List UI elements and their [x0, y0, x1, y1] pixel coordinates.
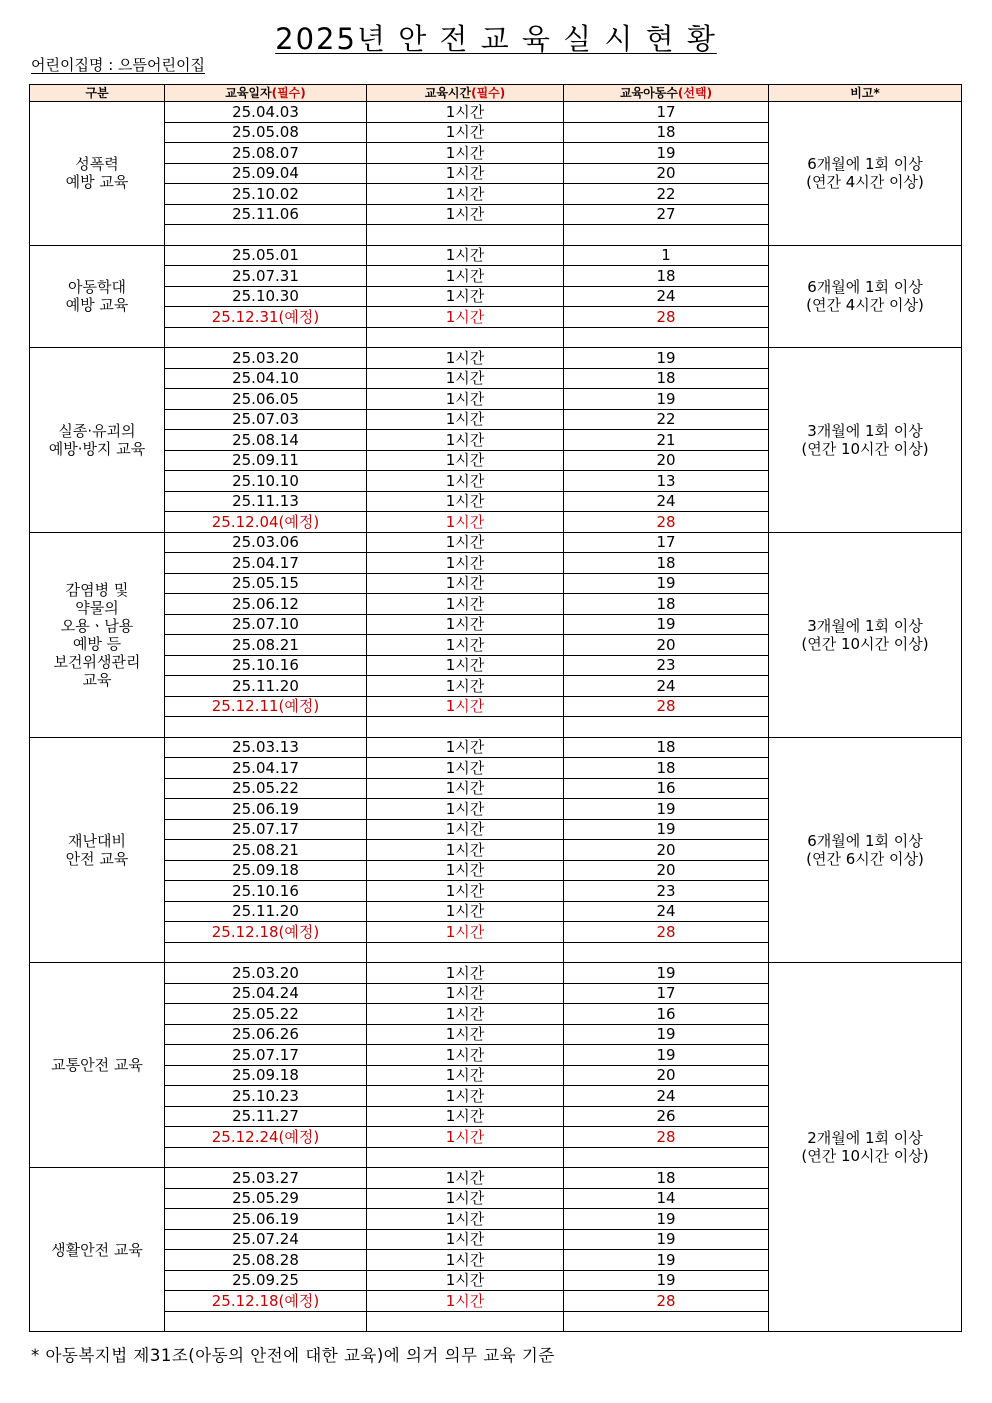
date-cell: 25.06.19	[165, 1209, 367, 1230]
count-cell: 23	[564, 881, 769, 902]
time-cell: 1시간	[367, 1229, 564, 1250]
count-cell: 20	[564, 163, 769, 184]
time-cell: 1시간	[367, 553, 564, 574]
time-cell: 1시간	[367, 860, 564, 881]
time-cell: 1시간	[367, 696, 564, 717]
time-cell: 1시간	[367, 307, 564, 328]
time-cell	[367, 327, 564, 348]
date-cell: 25.08.07	[165, 143, 367, 164]
count-cell: 28	[564, 307, 769, 328]
date-cell: 25.08.21	[165, 635, 367, 656]
table-body	[30, 102, 962, 1332]
date-cell: 25.12.04(예정)	[165, 512, 367, 533]
date-cell: 25.05.29	[165, 1188, 367, 1209]
category-cell: 교통안전 교육	[30, 963, 165, 1168]
time-cell: 1시간	[367, 430, 564, 451]
count-cell: 18	[564, 1168, 769, 1189]
note-cell: 3개월에 1회 이상 (연간 10시간 이상)	[769, 532, 962, 737]
date-cell: 25.10.16	[165, 655, 367, 676]
time-cell: 1시간	[367, 655, 564, 676]
date-cell: 25.11.13	[165, 491, 367, 512]
date-cell: 25.10.16	[165, 881, 367, 902]
date-cell: 25.04.24	[165, 983, 367, 1004]
count-cell: 18	[564, 594, 769, 615]
date-cell: 25.03.13	[165, 737, 367, 758]
time-cell: 1시간	[367, 143, 564, 164]
date-cell: 25.08.14	[165, 430, 367, 451]
count-cell	[564, 1147, 769, 1168]
count-cell: 28	[564, 696, 769, 717]
time-cell: 1시간	[367, 102, 564, 123]
time-cell: 1시간	[367, 348, 564, 369]
date-cell	[165, 1147, 367, 1168]
date-cell	[165, 942, 367, 963]
date-cell: 25.05.08	[165, 122, 367, 143]
date-cell: 25.03.20	[165, 963, 367, 984]
note-cell: 2개월에 1회 이상 (연간 10시간 이상)	[769, 963, 962, 1332]
page-title: 2025년 안 전 교 육 실 시 현 황	[275, 22, 717, 56]
count-cell	[564, 225, 769, 246]
category-cell: 실종·유괴의 예방·방지 교육	[30, 348, 165, 533]
date-cell: 25.06.05	[165, 389, 367, 410]
date-cell: 25.09.11	[165, 450, 367, 471]
date-cell: 25.07.17	[165, 1045, 367, 1066]
date-cell: 25.12.24(예정)	[165, 1127, 367, 1148]
time-cell: 1시간	[367, 286, 564, 307]
date-cell: 25.04.03	[165, 102, 367, 123]
count-cell: 18	[564, 737, 769, 758]
count-cell: 20	[564, 635, 769, 656]
time-cell: 1시간	[367, 594, 564, 615]
note-cell: 6개월에 1회 이상 (연간 6시간 이상)	[769, 737, 962, 963]
count-cell: 14	[564, 1188, 769, 1209]
count-cell: 19	[564, 614, 769, 635]
count-cell: 19	[564, 799, 769, 820]
time-cell: 1시간	[367, 1250, 564, 1271]
date-cell: 25.08.28	[165, 1250, 367, 1271]
date-cell: 25.05.15	[165, 573, 367, 594]
count-cell: 19	[564, 1229, 769, 1250]
time-cell: 1시간	[367, 819, 564, 840]
count-cell: 22	[564, 184, 769, 205]
header-time: 교육시간(필수)	[367, 85, 564, 102]
time-cell: 1시간	[367, 163, 564, 184]
header-count: 교육아동수(선택)	[564, 85, 769, 102]
count-cell: 16	[564, 778, 769, 799]
date-cell: 25.07.03	[165, 409, 367, 430]
time-cell: 1시간	[367, 450, 564, 471]
footnote: * 아동복지법 제31조(아동의 안전에 대한 교육)에 의거 의무 교육 기준	[31, 1346, 555, 1365]
date-cell: 25.10.10	[165, 471, 367, 492]
note-cell: 3개월에 1회 이상 (연간 10시간 이상)	[769, 348, 962, 533]
time-cell: 1시간	[367, 409, 564, 430]
note-cell: 6개월에 1회 이상 (연간 4시간 이상)	[769, 245, 962, 348]
date-cell: 25.10.23	[165, 1086, 367, 1107]
date-cell: 25.09.18	[165, 1065, 367, 1086]
count-cell: 27	[564, 204, 769, 225]
date-cell: 25.06.19	[165, 799, 367, 820]
count-cell: 20	[564, 840, 769, 861]
date-cell: 25.11.20	[165, 676, 367, 697]
count-cell: 17	[564, 102, 769, 123]
date-cell: 25.04.17	[165, 758, 367, 779]
date-cell: 25.09.25	[165, 1270, 367, 1291]
count-cell: 18	[564, 553, 769, 574]
date-cell: 25.05.22	[165, 1004, 367, 1025]
count-cell: 19	[564, 1024, 769, 1045]
time-cell: 1시간	[367, 778, 564, 799]
date-cell: 25.09.04	[165, 163, 367, 184]
time-cell: 1시간	[367, 204, 564, 225]
count-cell: 18	[564, 122, 769, 143]
date-cell: 25.11.20	[165, 901, 367, 922]
date-cell: 25.04.17	[165, 553, 367, 574]
time-cell: 1시간	[367, 676, 564, 697]
table-header-row	[30, 85, 962, 102]
count-cell: 28	[564, 922, 769, 943]
time-cell: 1시간	[367, 1024, 564, 1045]
count-cell: 24	[564, 286, 769, 307]
date-cell: 25.11.27	[165, 1106, 367, 1127]
date-cell	[165, 327, 367, 348]
count-cell: 20	[564, 1065, 769, 1086]
time-cell: 1시간	[367, 368, 564, 389]
count-cell	[564, 327, 769, 348]
count-cell: 19	[564, 1209, 769, 1230]
count-cell: 18	[564, 266, 769, 287]
time-cell: 1시간	[367, 922, 564, 943]
count-cell: 22	[564, 409, 769, 430]
date-cell: 25.05.22	[165, 778, 367, 799]
date-cell: 25.07.24	[165, 1229, 367, 1250]
time-cell: 1시간	[367, 1065, 564, 1086]
count-cell	[564, 717, 769, 738]
time-cell: 1시간	[367, 1106, 564, 1127]
time-cell: 1시간	[367, 245, 564, 266]
time-cell: 1시간	[367, 532, 564, 553]
time-cell: 1시간	[367, 799, 564, 820]
time-cell: 1시간	[367, 491, 564, 512]
count-cell: 19	[564, 389, 769, 410]
time-cell: 1시간	[367, 1270, 564, 1291]
time-cell: 1시간	[367, 1004, 564, 1025]
time-cell: 1시간	[367, 1209, 564, 1230]
time-cell: 1시간	[367, 1086, 564, 1107]
count-cell: 13	[564, 471, 769, 492]
count-cell: 21	[564, 430, 769, 451]
count-cell	[564, 1311, 769, 1332]
date-cell: 25.12.31(예정)	[165, 307, 367, 328]
count-cell: 19	[564, 1045, 769, 1066]
date-cell: 25.07.17	[165, 819, 367, 840]
table-row	[30, 348, 962, 369]
count-cell: 19	[564, 348, 769, 369]
count-cell: 28	[564, 1291, 769, 1312]
table-row	[30, 532, 962, 553]
time-cell: 1시간	[367, 122, 564, 143]
header-date: 교육일자(필수)	[165, 85, 367, 102]
table-row	[30, 737, 962, 758]
count-cell: 26	[564, 1106, 769, 1127]
date-cell: 25.07.10	[165, 614, 367, 635]
time-cell: 1시간	[367, 963, 564, 984]
count-cell: 24	[564, 676, 769, 697]
table-row	[30, 245, 962, 266]
date-cell: 25.12.18(예정)	[165, 922, 367, 943]
header-category: 구분	[30, 85, 165, 102]
count-cell: 19	[564, 819, 769, 840]
category-cell: 성폭력 예방 교육	[30, 102, 165, 246]
date-cell: 25.12.18(예정)	[165, 1291, 367, 1312]
date-cell	[165, 717, 367, 738]
count-cell: 19	[564, 573, 769, 594]
time-cell: 1시간	[367, 614, 564, 635]
time-cell: 1시간	[367, 1045, 564, 1066]
date-cell: 25.06.12	[165, 594, 367, 615]
time-cell: 1시간	[367, 901, 564, 922]
time-cell: 1시간	[367, 758, 564, 779]
time-cell	[367, 717, 564, 738]
date-cell: 25.08.21	[165, 840, 367, 861]
date-cell: 25.11.06	[165, 204, 367, 225]
date-cell: 25.03.27	[165, 1168, 367, 1189]
time-cell	[367, 1311, 564, 1332]
table-row	[30, 963, 962, 984]
count-cell: 24	[564, 491, 769, 512]
date-cell: 25.03.06	[165, 532, 367, 553]
education-table	[29, 84, 962, 1332]
date-cell: 25.04.10	[165, 368, 367, 389]
time-cell: 1시간	[367, 512, 564, 533]
category-cell: 재난대비 안전 교육	[30, 737, 165, 963]
time-cell: 1시간	[367, 881, 564, 902]
date-cell: 25.03.20	[165, 348, 367, 369]
daycare-name: 어린이집명 : 으뜸어린이집	[31, 56, 205, 74]
time-cell: 1시간	[367, 266, 564, 287]
date-cell: 25.05.01	[165, 245, 367, 266]
count-cell: 28	[564, 512, 769, 533]
time-cell: 1시간	[367, 1168, 564, 1189]
date-cell: 25.07.31	[165, 266, 367, 287]
time-cell	[367, 1147, 564, 1168]
count-cell: 20	[564, 450, 769, 471]
time-cell: 1시간	[367, 184, 564, 205]
count-cell: 18	[564, 758, 769, 779]
date-cell: 25.06.26	[165, 1024, 367, 1045]
header-note: 비고*	[769, 85, 962, 102]
count-cell: 17	[564, 532, 769, 553]
count-cell: 28	[564, 1127, 769, 1148]
time-cell: 1시간	[367, 1127, 564, 1148]
count-cell: 18	[564, 368, 769, 389]
time-cell: 1시간	[367, 471, 564, 492]
time-cell: 1시간	[367, 840, 564, 861]
category-cell: 생활안전 교육	[30, 1168, 165, 1332]
count-cell: 23	[564, 655, 769, 676]
count-cell: 17	[564, 983, 769, 1004]
count-cell	[564, 942, 769, 963]
category-cell: 감염병 및 약물의 오용ㆍ남용 예방 등 보건위생관리 교육	[30, 532, 165, 737]
time-cell: 1시간	[367, 573, 564, 594]
time-cell: 1시간	[367, 737, 564, 758]
date-cell: 25.10.02	[165, 184, 367, 205]
count-cell: 1	[564, 245, 769, 266]
time-cell	[367, 225, 564, 246]
count-cell: 24	[564, 901, 769, 922]
time-cell: 1시간	[367, 1291, 564, 1312]
date-cell	[165, 225, 367, 246]
category-cell: 아동학대 예방 교육	[30, 245, 165, 348]
table-row	[30, 102, 962, 123]
count-cell: 20	[564, 860, 769, 881]
date-cell: 25.12.11(예정)	[165, 696, 367, 717]
time-cell: 1시간	[367, 1188, 564, 1209]
count-cell: 19	[564, 1250, 769, 1271]
date-cell	[165, 1311, 367, 1332]
time-cell: 1시간	[367, 389, 564, 410]
count-cell: 19	[564, 1270, 769, 1291]
note-cell: 6개월에 1회 이상 (연간 4시간 이상)	[769, 102, 962, 246]
date-cell: 25.09.18	[165, 860, 367, 881]
time-cell	[367, 942, 564, 963]
count-cell: 16	[564, 1004, 769, 1025]
time-cell: 1시간	[367, 635, 564, 656]
date-cell: 25.10.30	[165, 286, 367, 307]
count-cell: 24	[564, 1086, 769, 1107]
count-cell: 19	[564, 963, 769, 984]
count-cell: 19	[564, 143, 769, 164]
time-cell: 1시간	[367, 983, 564, 1004]
